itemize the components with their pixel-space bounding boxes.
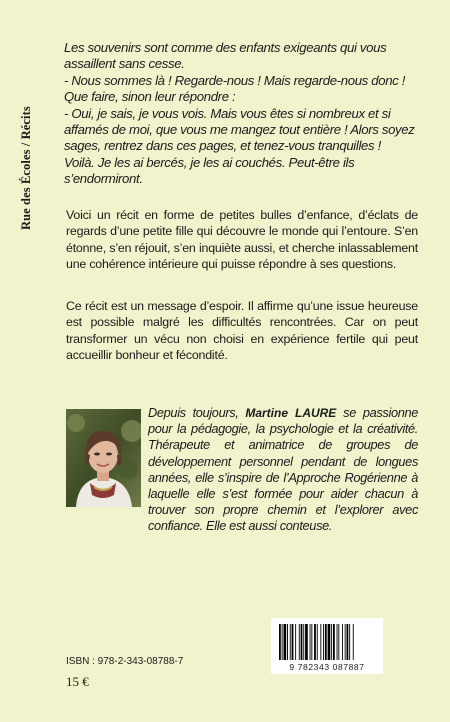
- isbn-text: ISBN : 978-2-343-08788-7: [66, 656, 184, 667]
- author-portrait-image: [66, 409, 141, 507]
- spine-label: [19, 40, 35, 230]
- collection-name: Rue des Écoles / Récits: [19, 106, 33, 230]
- quote-line: Que faire, sinon leur répondre :: [64, 89, 236, 105]
- author-bio-lead: Depuis toujours,: [148, 405, 246, 420]
- barcode-bars-image: [279, 624, 375, 662]
- barcode: [271, 618, 383, 674]
- quote-line: - Oui, je sais, je vous vois. Mais vous êtes si nombreux et si affamés de moi, que vous me mangez tout entière ! Alors soyez sages, rentrez dans ces pages, et tenez-vous tranquilles !: [64, 105, 415, 154]
- barcode-number: 9 782343 087887: [289, 662, 365, 672]
- epigraph-quote: [64, 40, 420, 188]
- quote-line: Les souvenirs sont comme des enfants exigeants qui vous assaillent sans cesse.: [64, 40, 387, 72]
- author-photo: [66, 409, 141, 507]
- message-paragraph: Ce récit est un message d’espoir. Il affirme qu’une issue heureuse est possible malgré les difficultés rencontrées. Car on peut transformer un vécu non choisi en expérience fertile qui peut accueillir bonheur et fécondité.: [66, 299, 418, 363]
- author-bio: [148, 405, 418, 535]
- summary-paragraph: Voici un récit en forme de petites bulles d’enfance, d’éclats de regards d’une petite fille qui découvre le monde qui l’entoure. S’en étonne, s’en réjouit, s’en inquiète aussi, et cherche inlassablement une cohérence intérieure qui puisse répondre à ses questions.: [66, 208, 418, 272]
- author-bio-text: se passionne pour la pédagogie, la psychologie et la créativité. Thérapeute et animatrice de groupes de développement personnel pendant de longues années, elle s’inspire de l’Approche Rogérienne à laquelle elle s’est formée pour aider chacun à trouver son propre chemin et l’explorer avec confiance. Elle est aussi conteuse.: [148, 405, 419, 534]
- quote-line: Voilà. Je les ai bercés, je les ai couchés. Peut-être ils s’endormiront.: [64, 154, 355, 187]
- price-text: 15 €: [66, 674, 89, 689]
- quote-line: - Nous sommes là ! Regarde-nous ! Mais regarde-nous donc !: [64, 72, 406, 88]
- author-name: Martine LAURE: [245, 406, 337, 420]
